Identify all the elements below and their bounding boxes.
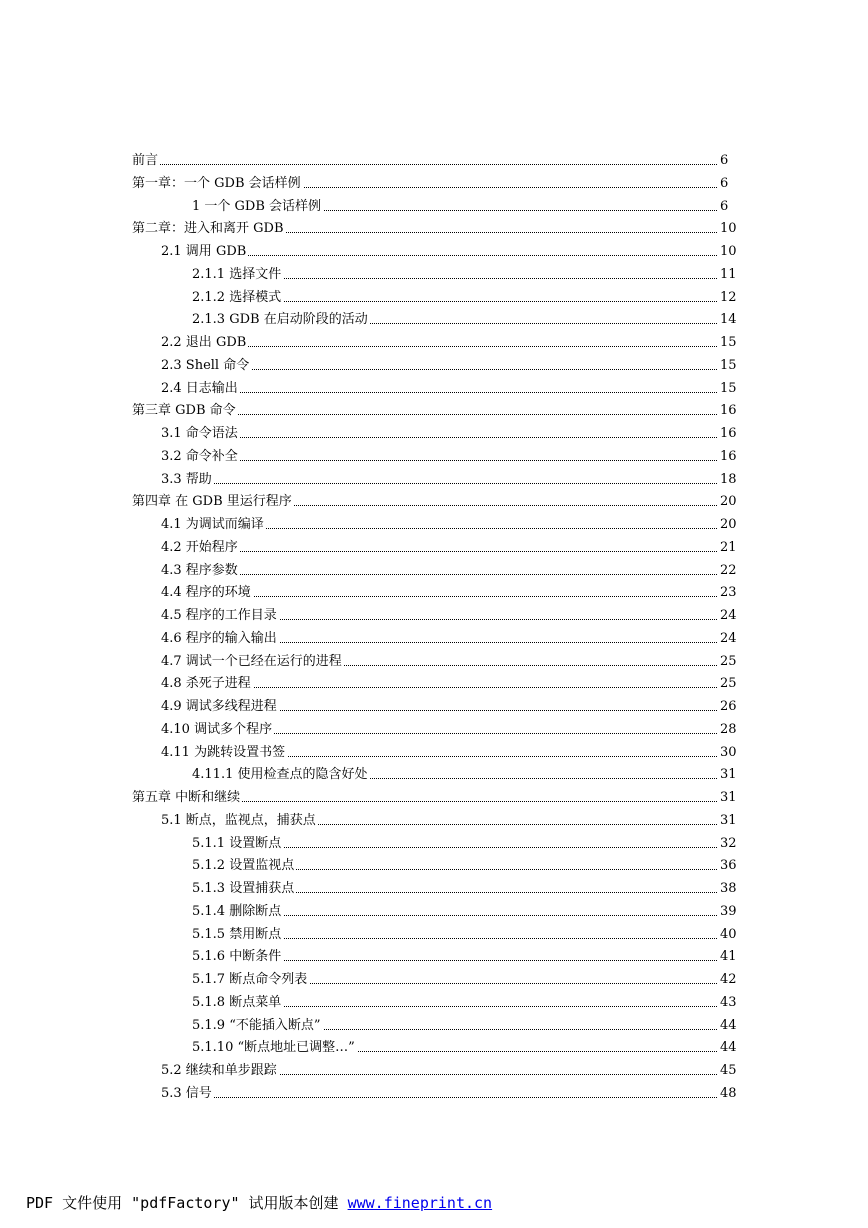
toc-entry[interactable]	[0, 173, 868, 196]
toc-entry[interactable]	[0, 719, 868, 742]
toc-entry-title: 4.4 程序的环境	[161, 582, 253, 605]
toc-entry[interactable]	[0, 810, 868, 833]
toc-entry-page: 10	[719, 241, 737, 264]
toc-entry-page: 38	[719, 878, 737, 901]
toc-entry-title: 2.1.2 选择模式	[192, 287, 283, 310]
toc-entry-title: 4.3 程序参数	[161, 560, 240, 583]
toc-entry-title: 4.11.1 使用检查点的隐含好处	[192, 764, 369, 787]
pdf-footer	[26, 1193, 492, 1213]
toc-entry-title: 5.1.9 “不能插入断点”	[192, 1015, 323, 1038]
toc-entry-title: 5.2 继续和单步跟踪	[161, 1060, 279, 1083]
toc-entry-page: 43	[719, 992, 737, 1015]
toc-entry-page: 44	[719, 1037, 737, 1060]
toc-entry-title: 5.1.2 设置监视点	[192, 855, 296, 878]
toc-entry[interactable]	[0, 764, 868, 787]
toc-entry-page: 14	[719, 309, 737, 332]
toc-entry[interactable]	[0, 1060, 868, 1083]
toc-entry-title: 2.2 退出 GDB	[161, 332, 248, 355]
toc-entry-page: 6	[719, 196, 728, 219]
toc-entry-page: 26	[719, 696, 737, 719]
toc-entry-page: 15	[719, 378, 737, 401]
toc-entry[interactable]	[0, 673, 868, 696]
toc-entry-page: 28	[719, 719, 737, 742]
toc-entry-title: 4.10 调试多个程序	[161, 719, 274, 742]
toc-entry-title: 4.8 杀死子进程	[161, 673, 253, 696]
toc-entry-title: 2.1.3 GDB 在启动阶段的活动	[192, 309, 370, 332]
toc-entry[interactable]	[0, 946, 868, 969]
toc-entry-page: 12	[719, 287, 737, 310]
toc-entry-title: 5.1.8 断点菜单	[192, 992, 283, 1015]
toc-entry-page: 48	[719, 1083, 737, 1106]
toc-entry-page: 22	[719, 560, 737, 583]
toc-entry-page: 18	[719, 469, 737, 492]
toc-entry[interactable]	[0, 332, 868, 355]
toc-entry[interactable]	[0, 924, 868, 947]
toc-entry-page: 24	[719, 605, 737, 628]
toc-leader-dots	[161, 460, 717, 461]
toc-entry-title: 5.1 断点，监视点，捕获点	[161, 810, 318, 833]
toc-entry-title: 3.3 帮助	[161, 469, 214, 492]
footer-text: PDF 文件使用 "pdfFactory" 试用版本创建	[26, 1194, 348, 1212]
toc-entry-page: 45	[719, 1060, 737, 1083]
toc-entry-title: 4.1 为调试而编译	[161, 514, 266, 537]
toc-entry[interactable]	[0, 628, 868, 651]
toc-entry-page: 10	[719, 218, 737, 241]
toc-entry[interactable]	[0, 1015, 868, 1038]
toc-entry-title: 第三章 GDB 命令	[132, 400, 238, 423]
toc-entry-page: 42	[719, 969, 737, 992]
toc-entry-title: 4.2 开始程序	[161, 537, 240, 560]
toc-entry-page: 15	[719, 332, 737, 355]
toc-entry-title: 4.11 为跳转设置书签	[161, 742, 287, 765]
footer-link[interactable]: www.fineprint.cn	[347, 1194, 493, 1212]
toc-entry[interactable]	[0, 605, 868, 628]
toc-entry[interactable]	[0, 901, 868, 924]
toc-entry[interactable]	[0, 514, 868, 537]
toc-entry[interactable]	[0, 560, 868, 583]
toc-entry-page: 11	[719, 264, 737, 287]
toc-leader-dots	[161, 483, 717, 484]
toc-entry-page: 6	[719, 173, 728, 196]
toc-entry-page: 25	[719, 651, 737, 674]
toc-entry-title: 2.1.1 选择文件	[192, 264, 283, 287]
toc-entry-page: 16	[719, 446, 737, 469]
toc-entry-title: 5.1.5 禁用断点	[192, 924, 283, 947]
toc-entry-page: 21	[719, 537, 737, 560]
toc-entry[interactable]	[0, 218, 868, 241]
toc-entry[interactable]	[0, 241, 868, 264]
toc-entry-page: 16	[719, 423, 737, 446]
toc-entry-page: 24	[719, 628, 737, 651]
toc-entry[interactable]	[0, 196, 868, 219]
toc-leader-dots	[161, 1097, 717, 1098]
toc-entry[interactable]	[0, 150, 868, 173]
toc-entry-page: 23	[719, 582, 737, 605]
toc-entry-title: 3.2 命令补全	[161, 446, 240, 469]
toc-entry-title: 5.1.6 中断条件	[192, 946, 283, 969]
toc-entry-page: 25	[719, 673, 737, 696]
toc-entry[interactable]	[0, 469, 868, 492]
toc-leader-dots	[132, 164, 717, 165]
toc-entry-title: 5.1.7 断点命令列表	[192, 969, 309, 992]
toc-entry-title: 第一章：一个 GDB 会话样例	[132, 173, 303, 196]
toc-entry-page: 20	[719, 514, 737, 537]
toc-entry-page: 31	[719, 764, 737, 787]
toc-entry[interactable]	[0, 491, 868, 514]
toc-entry[interactable]	[0, 651, 868, 674]
toc-entry[interactable]	[0, 969, 868, 992]
toc-entry[interactable]	[0, 400, 868, 423]
toc-entry-title: 4.5 程序的工作目录	[161, 605, 279, 628]
toc-leader-dots	[161, 551, 717, 552]
toc-entry[interactable]	[0, 855, 868, 878]
toc-entry[interactable]	[0, 833, 868, 856]
toc-entry[interactable]	[0, 878, 868, 901]
toc-entry[interactable]	[0, 378, 868, 401]
toc-entry-page: 32	[719, 833, 737, 856]
toc-entry[interactable]	[0, 992, 868, 1015]
toc-entry-title: 5.1.4 删除断点	[192, 901, 283, 924]
toc-entry[interactable]	[0, 1037, 868, 1060]
toc-entry[interactable]	[0, 696, 868, 719]
toc-entry-title: 5.3 信号	[161, 1083, 214, 1106]
toc-leader-dots	[161, 392, 717, 393]
toc-leader-dots	[161, 574, 717, 575]
toc-entry-title: 3.1 命令语法	[161, 423, 240, 446]
toc-entry[interactable]	[0, 742, 868, 765]
toc-entry-title: 1 一个 GDB 会话样例	[192, 196, 323, 219]
toc-entry-title: 4.6 程序的输入输出	[161, 628, 279, 651]
toc-entry[interactable]	[0, 264, 868, 287]
toc-entry-page: 15	[719, 355, 737, 378]
toc-entry-page: 44	[719, 1015, 737, 1038]
toc-entry-page: 31	[719, 787, 737, 810]
toc-entry[interactable]	[0, 423, 868, 446]
toc-entry-page: 20	[719, 491, 737, 514]
toc-entry[interactable]	[0, 537, 868, 560]
toc-entry-page: 36	[719, 855, 737, 878]
toc-entry-page: 30	[719, 742, 737, 765]
toc-entry[interactable]	[0, 787, 868, 810]
toc-entry-page: 41	[719, 946, 737, 969]
toc-entry-title: 第四章 在 GDB 里运行程序	[132, 491, 294, 514]
toc-entry[interactable]	[0, 355, 868, 378]
table-of-contents	[0, 150, 868, 1106]
toc-entry[interactable]	[0, 446, 868, 469]
toc-entry-title: 4.7 调试一个已经在运行的进程	[161, 651, 344, 674]
toc-entry-title: 第五章 中断和继续	[132, 787, 242, 810]
toc-entry-page: 6	[719, 150, 728, 173]
toc-entry-title: 5.1.1 设置断点	[192, 833, 283, 856]
toc-entry-title: 2.3 Shell 命令	[161, 355, 251, 378]
toc-entry[interactable]	[0, 1083, 868, 1106]
toc-entry[interactable]	[0, 287, 868, 310]
toc-entry-title: 5.1.3 设置捕获点	[192, 878, 296, 901]
toc-entry-title: 2.4 日志输出	[161, 378, 240, 401]
toc-entry-title: 2.1 调用 GDB	[161, 241, 248, 264]
toc-entry-page: 16	[719, 400, 737, 423]
toc-entry-page: 39	[719, 901, 737, 924]
toc-entry[interactable]	[0, 309, 868, 332]
toc-entry-page: 31	[719, 810, 737, 833]
toc-entry-title: 第二章：进入和离开 GDB	[132, 218, 286, 241]
toc-entry-page: 40	[719, 924, 737, 947]
toc-entry-title: 前言	[132, 150, 160, 173]
toc-leader-dots	[161, 437, 717, 438]
toc-entry[interactable]	[0, 582, 868, 605]
toc-entry-title: 4.9 调试多线程进程	[161, 696, 279, 719]
toc-entry-title: 5.1.10 “断点地址已调整…”	[192, 1037, 357, 1060]
